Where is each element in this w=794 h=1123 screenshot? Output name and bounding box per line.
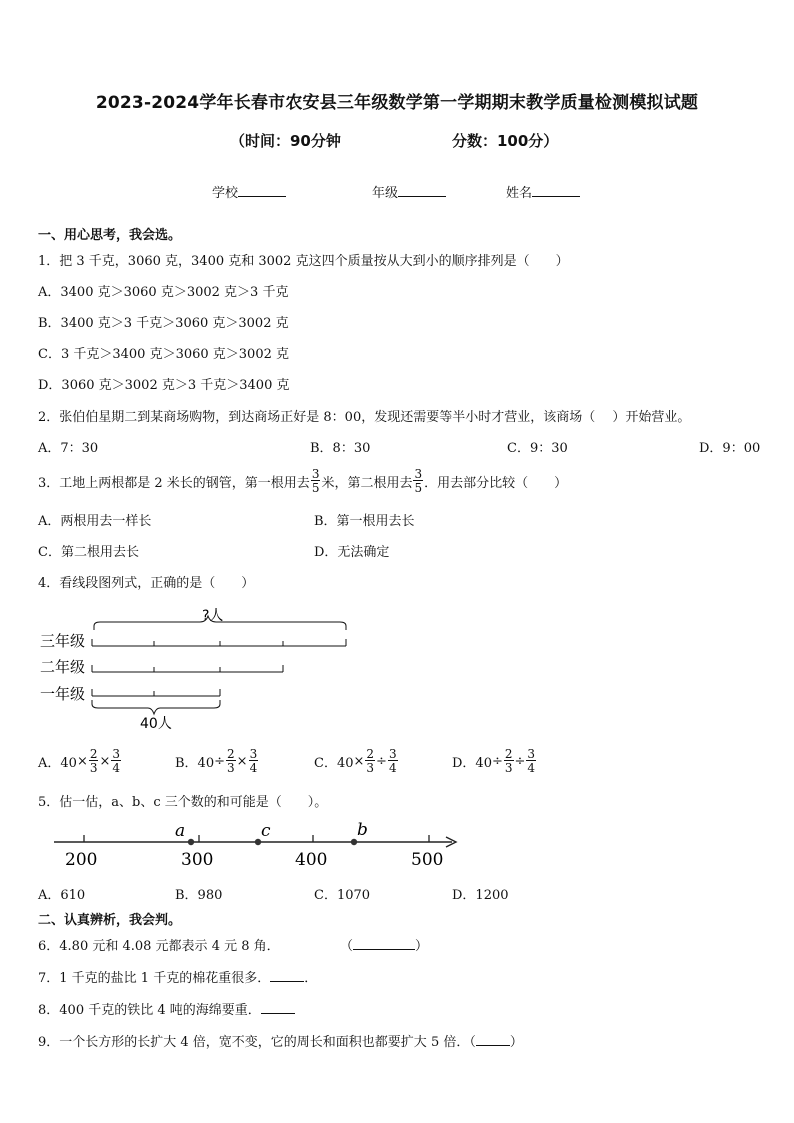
q6-answer-blank[interactable]: （ ） (340, 939, 429, 954)
grade-field[interactable] (372, 182, 446, 201)
tick-label-400: 400 (295, 850, 328, 870)
grade-label: 年级 (372, 186, 399, 201)
q1-option-d[interactable]: D．3060 克＞3002 克＞3 千克＞3400 克 (38, 378, 290, 393)
point-label-b: b (357, 820, 368, 840)
q4-option-c[interactable]: C．40 × $\frac{2}{3}$ ÷ $\frac{3}{4}$ (314, 747, 397, 775)
exam-score: 分数：100分） (452, 132, 559, 150)
q3-option-a[interactable]: A．两根用去一样长 (38, 514, 152, 529)
diagram-bottom-label: 40人 (140, 716, 172, 732)
q1-option-a[interactable]: A．3400 克＞3060 克＞3002 克＞3 千克 (38, 285, 289, 300)
tick-label-500: 500 (411, 850, 444, 870)
q2-option-c[interactable]: C．9：30 (507, 441, 568, 456)
tick-label-200: 200 (65, 850, 98, 870)
q5-option-a[interactable]: A．610 (38, 888, 86, 903)
q4-option-b[interactable]: B．40 ÷ $\frac{2}{3}$ × $\frac{3}{4}$ (175, 747, 258, 775)
question-7-stem: 7．1 千克的盐比 1 千克的棉花重很多． ． (38, 971, 318, 986)
question-2-stem: 2．张伯伯星期二到某商场购物，到达商场正好是 8：00，发现还需要等半小时才营业，该商场（ ）开始营业。 (38, 410, 691, 425)
q4-option-d[interactable]: D．40 ÷ $\frac{2}{3}$ ÷ $\frac{3}{4}$ (452, 747, 536, 775)
question-5-stem: 5．估一估，a、b、c 三个数的和可能是（ ）。 (38, 795, 328, 810)
q3-fraction-2: $\frac{3}{5}$ (414, 467, 423, 495)
question-6-stem: 6．4.80 元和 4.08 元都表示 4 元 8 角． (38, 939, 280, 954)
q2-option-a[interactable]: A．7：30 (38, 441, 99, 456)
q2-option-b[interactable]: B．8：30 (310, 441, 371, 456)
q5-option-b[interactable]: B．980 (175, 888, 223, 903)
school-field[interactable] (212, 182, 286, 201)
q2-option-d[interactable]: D．9：00 (699, 441, 761, 456)
q7-answer-blank[interactable] (270, 969, 304, 982)
q5-option-d[interactable]: D．1200 (452, 888, 509, 903)
row-label-grade-3: 三年级 (40, 632, 86, 650)
question-3-stem: 3．工地上两根都是 2 米长的钢管，第一根用去 $\frac{3}{5}$ 米，第二根用去 $\frac{3}{5}$ ．用去部分比较（ ） (38, 467, 568, 495)
q5-option-c[interactable]: C．1070 (314, 888, 371, 903)
section-2-title: 二、认真辨析，我会判。 (38, 913, 182, 928)
q3-fraction-1: $\frac{3}{5}$ (311, 467, 320, 495)
question-4-stem: 4．看线段图列式，正确的是（ ） (38, 576, 255, 591)
page-title: 2023-2024学年长春市农安县三年级数学第一学期期末教学质量检测模拟试题 (95, 93, 699, 113)
q4-option-a[interactable]: A．40 × $\frac{2}{3}$ × $\frac{3}{4}$ (38, 747, 121, 775)
q8-answer-blank[interactable] (261, 1001, 295, 1014)
point-a (188, 839, 194, 845)
question-1-stem: 1．把 3 千克，3060 克，3400 克和 3002 克这四个质量按从大到小的顺序排列是（ ） (38, 254, 569, 269)
diagram-top-label: ?人 (202, 608, 224, 624)
q3-option-b[interactable]: B．第一根用去长 (314, 514, 415, 529)
name-field[interactable] (506, 182, 580, 201)
question-9-stem: 9．一个长方形的长扩大 4 倍，宽不变，它的周长和面积也都要扩大 5 倍．（ ） (38, 1035, 523, 1050)
point-label-c: c (261, 821, 271, 841)
school-label: 学校 (212, 186, 239, 201)
section-1-title: 一、用心思考，我会选。 (38, 228, 182, 243)
exam-time: （时间：90分钟 (230, 132, 341, 150)
name-label: 姓名 (506, 186, 533, 201)
bottom-brace (92, 700, 220, 714)
q5-number-line (50, 818, 462, 870)
q1-option-b[interactable]: B．3400 克＞3 千克＞3060 克＞3002 克 (38, 316, 289, 331)
q4-segment-diagram (38, 600, 358, 736)
point-label-a: a (175, 821, 186, 841)
tick-label-300: 300 (181, 850, 214, 870)
row-label-grade-1: 一年级 (40, 685, 86, 703)
question-8-stem: 8．400 千克的铁比 4 吨的海绵要重． (38, 999, 295, 1018)
q3-option-c[interactable]: C．第二根用去长 (38, 545, 139, 560)
q1-option-c[interactable]: C．3 千克＞3400 克＞3060 克＞3002 克 (38, 347, 289, 362)
q3-option-d[interactable]: D．无法确定 (314, 545, 390, 560)
q9-answer-blank[interactable] (476, 1033, 510, 1046)
row-label-grade-2: 二年级 (40, 658, 86, 676)
